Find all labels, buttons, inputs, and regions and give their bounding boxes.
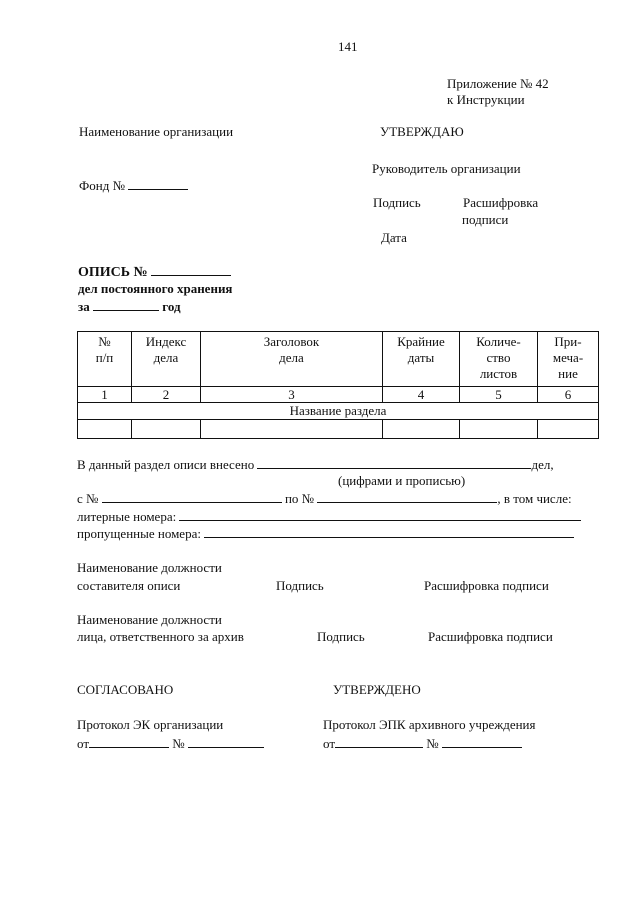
archivist-title-1: Наименование должности [77, 612, 222, 627]
approve-head: Руководитель организации [372, 161, 521, 176]
archivist-title-2: лица, ответственного за архив [77, 629, 244, 644]
skipped-numbers-label: пропущенные номера: [77, 526, 201, 541]
fond-blank[interactable] [128, 177, 188, 190]
archivist-decode: Расшифровка подписи [428, 629, 553, 644]
inventory-year [78, 298, 181, 314]
number-cell: 1 [78, 387, 132, 403]
summary-count-blank[interactable] [257, 456, 531, 469]
inventory-number-blank[interactable] [151, 263, 231, 276]
empty-cell[interactable] [383, 420, 460, 439]
empty-cell[interactable] [538, 420, 599, 439]
appendix-line-1: Приложение № 42 [447, 76, 549, 91]
agreed-from: от [77, 736, 90, 751]
compiler-title-1: Наименование должности [77, 560, 222, 575]
agreed-num: № [172, 736, 185, 751]
header-cell: Заголовок дела [201, 332, 383, 387]
number-cell: 2 [132, 387, 201, 403]
approved-protocol: Протокол ЭПК архивного учреждения [323, 717, 536, 732]
year-prefix: за [78, 299, 90, 314]
table-section-row [78, 403, 599, 420]
compiler-signature: Подпись [276, 578, 324, 593]
summary-suffix: дел, [531, 457, 554, 472]
letter-numbers-line [77, 508, 581, 524]
header-cell: При- меча- ние [538, 332, 599, 387]
approved-date-line [323, 735, 522, 751]
year-blank[interactable] [93, 298, 159, 311]
compiler-title-2: составителя описи [77, 578, 181, 593]
compiler-decode: Расшифровка подписи [424, 578, 549, 593]
approve-decode-2: подписи [462, 212, 509, 227]
inventory-table [77, 331, 599, 439]
summary-prefix: В данный раздел описи внесено [77, 457, 255, 472]
empty-cell[interactable] [460, 420, 538, 439]
to-label: по № [284, 491, 315, 506]
from-label: с № [77, 491, 99, 506]
approved-date-blank[interactable] [335, 735, 423, 748]
table-header-row [78, 332, 599, 387]
empty-cell[interactable] [201, 420, 383, 439]
archivist-signature: Подпись [317, 629, 365, 644]
to-blank[interactable] [317, 490, 497, 503]
agreed-title: СОГЛАСОВАНО [77, 682, 174, 697]
approved-from: от [323, 736, 336, 751]
table-number-row [78, 387, 599, 403]
approve-date: Дата [381, 230, 407, 245]
from-blank[interactable] [102, 490, 282, 503]
summary-from-to-line [77, 490, 572, 506]
number-cell: 4 [383, 387, 460, 403]
header-cell: Количе- ство листов [460, 332, 538, 387]
agreed-num-blank[interactable] [188, 735, 264, 748]
org-name-label: Наименование организации [79, 124, 234, 139]
number-cell: 3 [201, 387, 383, 403]
table-row [78, 420, 599, 439]
approved-title: УТВЕРЖДЕНО [333, 682, 421, 697]
approve-signature: Подпись [373, 195, 421, 210]
letter-numbers-blank[interactable] [179, 508, 581, 521]
fond-line [79, 177, 188, 193]
appendix-line-2: к Инструкции [447, 92, 525, 107]
header-cell: Индекс дела [132, 332, 201, 387]
skipped-numbers-blank[interactable] [204, 525, 574, 538]
header-cell: Крайние даты [383, 332, 460, 387]
fond-label: Фонд № [79, 178, 125, 193]
inventory-subtitle: дел постоянного хранения [78, 281, 233, 296]
header-cell: № п/п [78, 332, 132, 387]
including-label: , в том числе: [497, 491, 572, 506]
letter-numbers-label: литерные номера: [77, 509, 177, 524]
page-number: 141 [338, 39, 358, 54]
agreed-protocol: Протокол ЭК организации [77, 717, 224, 732]
inventory-title-text: ОПИСЬ № [78, 265, 148, 280]
approved-num-blank[interactable] [442, 735, 522, 748]
number-cell: 5 [460, 387, 538, 403]
skipped-numbers-line [77, 525, 574, 541]
agreed-date-line [77, 735, 264, 751]
section-name-cell: Название раздела [78, 403, 599, 420]
empty-cell[interactable] [78, 420, 132, 439]
agreed-date-blank[interactable] [89, 735, 169, 748]
summary-line-1 [77, 456, 554, 472]
approved-num: № [426, 736, 439, 751]
empty-cell[interactable] [132, 420, 201, 439]
approve-title: УТВЕРЖДАЮ [380, 124, 464, 139]
year-suffix: год [162, 299, 181, 314]
number-cell: 6 [538, 387, 599, 403]
inventory-title [78, 263, 231, 280]
approve-decode-1: Расшифровка [463, 195, 539, 210]
summary-hint: (цифрами и прописью) [338, 473, 466, 488]
